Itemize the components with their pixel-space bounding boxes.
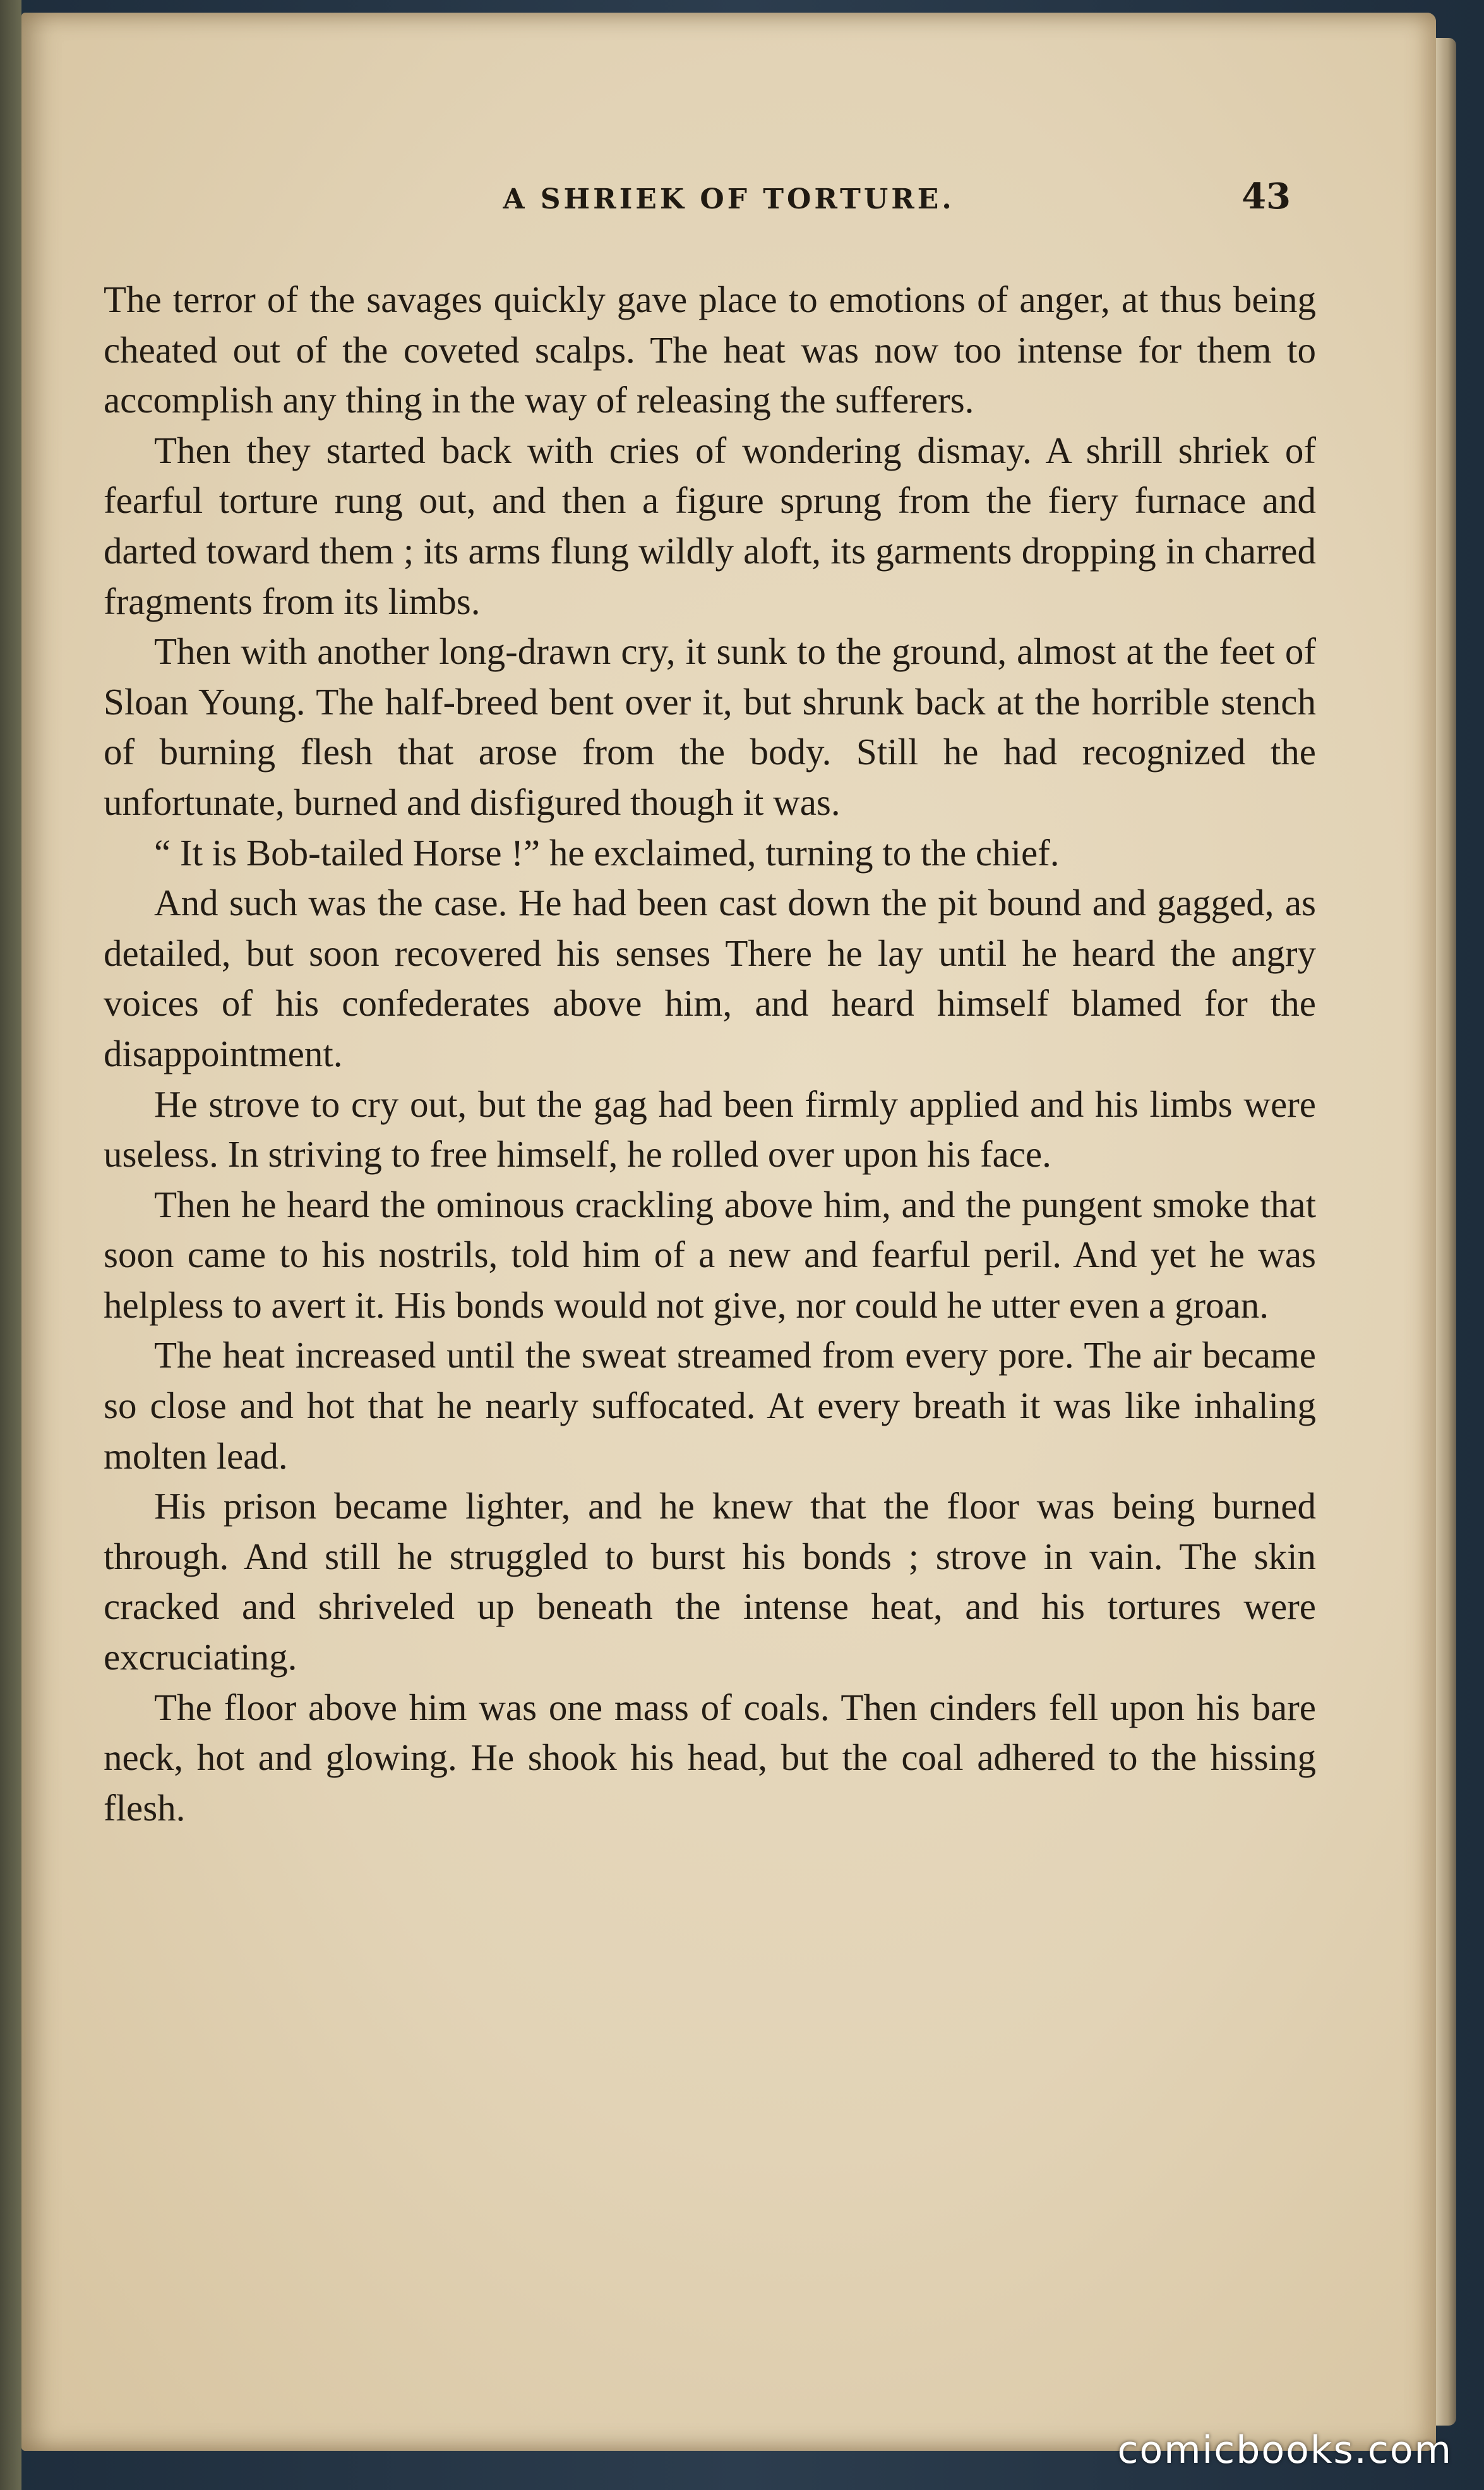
paragraph: Then he heard the ominous crackling above him, and the pungent smoke that soon came to his nostrils, told him of a new and fearful peril. And yet he was helpless to avert it. His bonds would not give, nor could he utter even a groan. — [104, 1183, 1316, 1326]
watermark: comicbooks.com — [1117, 2428, 1452, 2472]
paragraph: The terror of the savages quickly gave place to emotions of anger, at thus being cheated out of the coveted scalps. The heat was now too intense for them to accomplish any thing in the way of releasing the sufferers. — [104, 279, 1316, 421]
paragraph: The floor above him was one mass of coals. Then cinders fell upon his bare neck, hot and glowing. He shook his head, but the coal adhered to the hissing flesh. — [104, 1686, 1316, 1829]
paragraph: He strove to cry out, but the gag had been firmly applied and his limbs were useless. In striving to free himself, he rolled over upon his face. — [104, 1083, 1316, 1176]
paragraph: The heat increased until the sweat streamed from every pore. The air became so close and hot that he nearly suffocated. At every breath it was like inhaling molten lead. — [104, 1334, 1316, 1477]
paragraph: “ It is Bob-tailed Horse !” he exclaimed, turning to the chief. — [154, 831, 1060, 874]
paragraph: His prison became lighter, and he knew that the floor was being burned through. And still he struggled to burst his bonds ; strove in vain. The skin cracked and shriveled up beneath the intense heat, and his tortures were excruciating. — [104, 1485, 1316, 1678]
body-text — [104, 275, 1316, 1833]
page-number: 43 — [1242, 176, 1291, 217]
page-edge — [1436, 38, 1456, 2426]
paragraph: Then with another long-drawn cry, it sunk to the ground, almost at the feet of Sloan Young. The half-breed bent over it, but shrunk back at the horrible stench of burning flesh that arose from the body. Still he had recognized the unfortunate, burned and disfigured though it was. — [104, 630, 1316, 823]
running-head: A SHRIEK OF TORTURE. — [503, 183, 955, 215]
paragraph: And such was the case. He had been cast down the pit bound and gagged, as detailed, but soon recovered his senses There he lay until he heard the angry voices of his confederates above him, and heard himself blamed for the disappointment. — [104, 882, 1316, 1074]
paragraph: Then they started back with cries of wondering dismay. A shrill shriek of fearful torture rung out, and then a figure sprung from the fiery furnace and darted toward them ; its arms flung wildly aloft, its garments dropping in charred fragments from its limbs. — [104, 429, 1316, 622]
book-page — [21, 13, 1436, 2451]
book-spine — [0, 0, 21, 2490]
